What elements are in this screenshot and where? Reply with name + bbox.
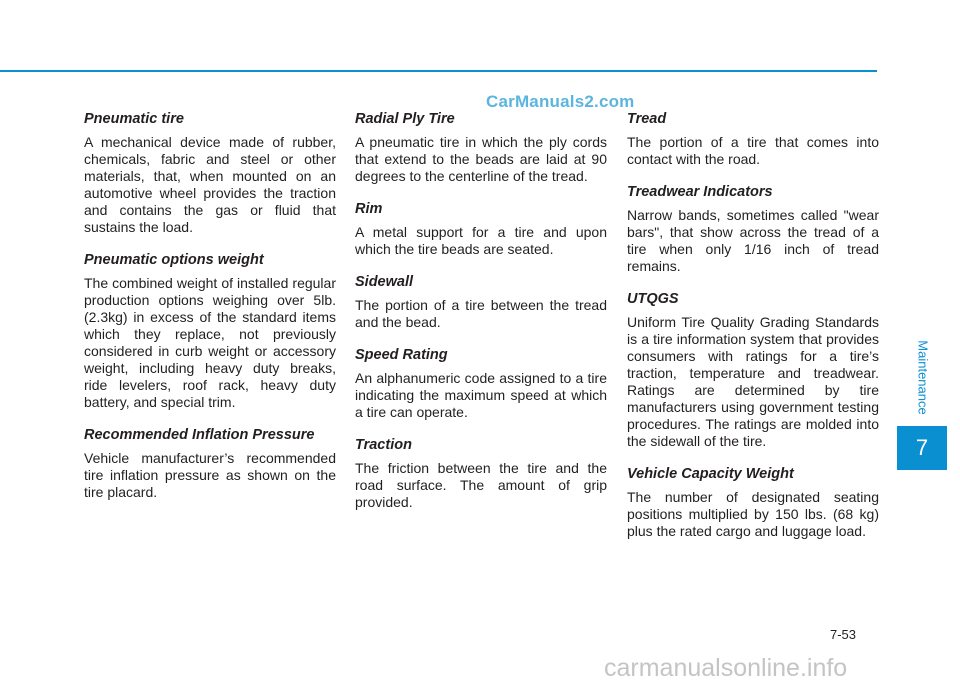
term-vehicle-capacity-weight bbox=[627, 466, 879, 540]
term-title: UTQGS bbox=[627, 291, 679, 307]
term-definition: The combined weight of installed regular production options weighing over 5lb. (2.3kg) in excess of the standard items which they replace, not previously considered in curb weight or accessory weight, including heavy duty breaks, ride levelers, roof rack, heavy duty battery, and special trim. bbox=[84, 275, 336, 410]
term-traction bbox=[355, 437, 607, 511]
header-rule bbox=[0, 70, 877, 72]
term-definition: A metal support for a tire and upon which the tire beads are seated. bbox=[355, 224, 607, 257]
term-title: Radial Ply Tire bbox=[355, 111, 455, 127]
term-treadwear-indicators bbox=[627, 184, 879, 275]
term-title: Pneumatic options weight bbox=[84, 252, 264, 268]
term-title: Treadwear Indicators bbox=[627, 184, 773, 200]
watermark-top[interactable]: CarManuals2.com bbox=[486, 92, 635, 111]
term-pneumatic-options-weight bbox=[84, 252, 336, 411]
term-rim bbox=[355, 201, 607, 258]
term-definition: A pneumatic tire in which the ply cords that extend to the beads are laid at 90 degrees to the centerline of the tread. bbox=[355, 134, 607, 184]
page-number: 7-53 bbox=[830, 627, 857, 642]
term-recommended-inflation-pressure bbox=[84, 427, 336, 501]
column-3 bbox=[627, 111, 879, 556]
term-title: Rim bbox=[355, 201, 383, 217]
term-tread bbox=[627, 111, 879, 168]
term-title: Speed Rating bbox=[355, 347, 448, 363]
term-utqgs bbox=[627, 291, 879, 450]
term-definition: An alphanumeric code assigned to a tire indicating the maximum speed at which a tire can operate. bbox=[355, 370, 607, 420]
term-definition: Narrow bands, sometimes called "wear bars", that show across the tread of a tire when only 1/16 inch of tread remains. bbox=[627, 207, 879, 274]
term-title: Traction bbox=[355, 437, 412, 453]
term-definition: Vehicle manufacturer’s recommended tire inflation pressure as shown on the tire placard. bbox=[84, 450, 336, 500]
term-radial-ply-tire bbox=[355, 111, 607, 185]
term-definition: A mechanical device made of rubber, chemicals, fabric and steel or other materials, that, when mounted on an automotive wheel provides the traction and contains the gas or fluid that sustains the load. bbox=[84, 134, 336, 235]
section-tab-label bbox=[888, 337, 958, 417]
term-speed-rating bbox=[355, 347, 607, 421]
column-2 bbox=[355, 111, 607, 527]
term-definition: The number of designated seating positions multiplied by 150 lbs. (68 kg) plus the rated cargo and luggage load. bbox=[627, 489, 879, 539]
term-definition: The portion of a tire that comes into contact with the road. bbox=[627, 134, 879, 167]
term-title: Sidewall bbox=[355, 274, 414, 290]
watermark-bottom[interactable]: carmanualsonline.info bbox=[604, 654, 848, 682]
section-label-text: Maintenance bbox=[915, 339, 931, 415]
term-title: Vehicle Capacity Weight bbox=[627, 466, 794, 482]
term-title: Tread bbox=[627, 111, 667, 127]
term-sidewall bbox=[355, 274, 607, 331]
chapter-number-badge: 7 bbox=[897, 426, 947, 470]
term-pneumatic-tire bbox=[84, 111, 336, 236]
term-definition: Uniform Tire Quality Grading Standards is a tire information system that provides consumers with ratings for a tire’s traction, temperature and treadwear. Ratings are determined by tire manufacturers using government testing procedures. The ratings are molded into the sidewall of the tire. bbox=[627, 314, 879, 449]
term-title: Pneumatic tire bbox=[84, 111, 184, 127]
term-title: Recommended Inflation Pressure bbox=[84, 427, 315, 443]
term-definition: The portion of a tire between the tread and the bead. bbox=[355, 297, 607, 330]
term-definition: The friction between the tire and the road surface. The amount of grip provided. bbox=[355, 460, 607, 510]
column-1 bbox=[84, 111, 336, 517]
